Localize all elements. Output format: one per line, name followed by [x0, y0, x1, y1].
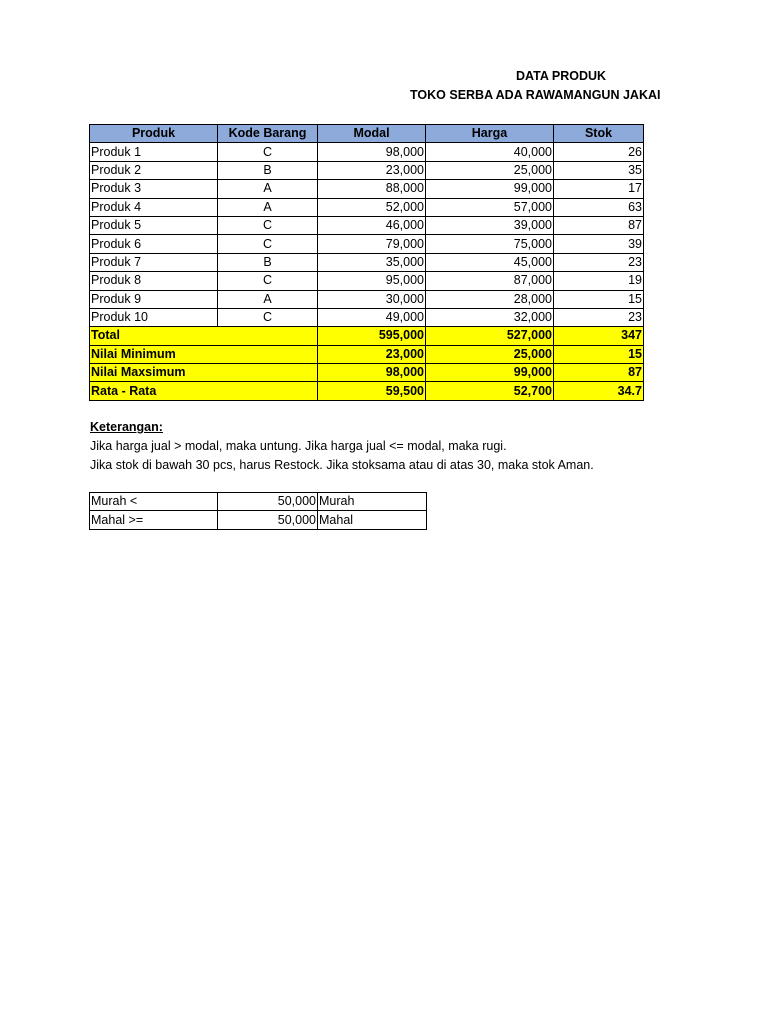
column-header-harga: Harga — [426, 125, 554, 143]
summary-stok: 347 — [554, 327, 644, 345]
table-row — [90, 198, 644, 216]
cell-modal: 35,000 — [318, 253, 426, 271]
legend-threshold: 50,000 — [218, 511, 318, 529]
cell-kode-barang: C — [218, 143, 318, 161]
cell-harga: 45,000 — [426, 253, 554, 271]
table-row — [90, 253, 644, 271]
cell-stok: 26 — [554, 143, 644, 161]
cell-modal: 46,000 — [318, 216, 426, 234]
table-row — [90, 308, 644, 326]
cell-harga: 25,000 — [426, 161, 554, 179]
cell-modal: 30,000 — [318, 290, 426, 308]
legend-row — [90, 511, 427, 529]
legend-condition: Murah < — [90, 493, 218, 511]
summary-row-total — [90, 327, 644, 345]
cell-produk: Produk 6 — [90, 235, 218, 253]
cell-stok: 23 — [554, 253, 644, 271]
cell-harga: 75,000 — [426, 235, 554, 253]
cell-modal: 98,000 — [318, 143, 426, 161]
cell-produk: Produk 8 — [90, 272, 218, 290]
notes-line-profit: Jika harga jual > modal, maka untung. Jika harga jual <= modal, maka rugi. — [90, 439, 507, 453]
cell-stok: 87 — [554, 216, 644, 234]
summary-modal: 98,000 — [318, 364, 426, 382]
cell-stok: 39 — [554, 235, 644, 253]
cell-modal: 52,000 — [318, 198, 426, 216]
cell-produk: Produk 3 — [90, 180, 218, 198]
summary-modal: 59,500 — [318, 382, 426, 400]
cell-produk: Produk 5 — [90, 216, 218, 234]
cell-stok: 63 — [554, 198, 644, 216]
cell-kode-barang: C — [218, 308, 318, 326]
cell-stok: 15 — [554, 290, 644, 308]
summary-label: Rata - Rata — [90, 382, 318, 400]
cell-stok: 19 — [554, 272, 644, 290]
cell-kode-barang: A — [218, 290, 318, 308]
column-header-stok: Stok — [554, 125, 644, 143]
legend-category: Mahal — [318, 511, 427, 529]
cell-harga: 40,000 — [426, 143, 554, 161]
cell-harga: 39,000 — [426, 216, 554, 234]
notes-heading: Keterangan: — [90, 420, 163, 434]
legend-threshold: 50,000 — [218, 493, 318, 511]
table-row — [90, 216, 644, 234]
table-row — [90, 235, 644, 253]
cell-kode-barang: C — [218, 272, 318, 290]
product-table — [89, 124, 644, 401]
cell-modal: 23,000 — [318, 161, 426, 179]
summary-row-maximum — [90, 364, 644, 382]
summary-label: Total — [90, 327, 318, 345]
page-title: DATA PRODUK — [516, 69, 607, 83]
cell-harga: 87,000 — [426, 272, 554, 290]
page-subtitle: TOKO SERBA ADA RAWAMANGUN JAKAI — [410, 88, 661, 102]
table-row — [90, 161, 644, 179]
cell-modal: 79,000 — [318, 235, 426, 253]
cell-produk: Produk 1 — [90, 143, 218, 161]
summary-row-average — [90, 382, 644, 400]
summary-label: Nilai Minimum — [90, 345, 318, 363]
cell-kode-barang: A — [218, 180, 318, 198]
cell-modal: 95,000 — [318, 272, 426, 290]
summary-modal: 23,000 — [318, 345, 426, 363]
cell-produk: Produk 2 — [90, 161, 218, 179]
notes-section — [90, 418, 594, 475]
cell-stok: 17 — [554, 180, 644, 198]
cell-modal: 49,000 — [318, 308, 426, 326]
cell-stok: 35 — [554, 161, 644, 179]
summary-harga: 25,000 — [426, 345, 554, 363]
summary-harga: 99,000 — [426, 364, 554, 382]
cell-produk: Produk 7 — [90, 253, 218, 271]
cell-kode-barang: A — [218, 198, 318, 216]
summary-stok: 15 — [554, 345, 644, 363]
cell-harga: 57,000 — [426, 198, 554, 216]
summary-harga: 527,000 — [426, 327, 554, 345]
cell-modal: 88,000 — [318, 180, 426, 198]
notes-line-stock: Jika stok di bawah 30 pcs, harus Restock. Jika stoksama atau di atas 30, maka stok Aman. — [90, 458, 594, 472]
summary-stok: 87 — [554, 364, 644, 382]
column-header-modal: Modal — [318, 125, 426, 143]
legend-row — [90, 493, 427, 511]
price-legend-table — [89, 492, 427, 530]
cell-harga: 99,000 — [426, 180, 554, 198]
cell-produk: Produk 4 — [90, 198, 218, 216]
cell-kode-barang: C — [218, 235, 318, 253]
table-row — [90, 180, 644, 198]
cell-kode-barang: C — [218, 216, 318, 234]
cell-produk: Produk 9 — [90, 290, 218, 308]
summary-stok: 34.7 — [554, 382, 644, 400]
cell-kode-barang: B — [218, 253, 318, 271]
legend-condition: Mahal >= — [90, 511, 218, 529]
table-row — [90, 290, 644, 308]
cell-kode-barang: B — [218, 161, 318, 179]
legend-category: Murah — [318, 493, 427, 511]
table-header-row — [90, 125, 644, 143]
cell-stok: 23 — [554, 308, 644, 326]
summary-row-minimum — [90, 345, 644, 363]
column-header-kode-barang: Kode Barang — [218, 125, 318, 143]
cell-produk: Produk 10 — [90, 308, 218, 326]
cell-harga: 28,000 — [426, 290, 554, 308]
cell-harga: 32,000 — [426, 308, 554, 326]
table-row — [90, 143, 644, 161]
table-row — [90, 272, 644, 290]
summary-label: Nilai Maxsimum — [90, 364, 318, 382]
column-header-produk: Produk — [90, 125, 218, 143]
summary-modal: 595,000 — [318, 327, 426, 345]
summary-harga: 52,700 — [426, 382, 554, 400]
